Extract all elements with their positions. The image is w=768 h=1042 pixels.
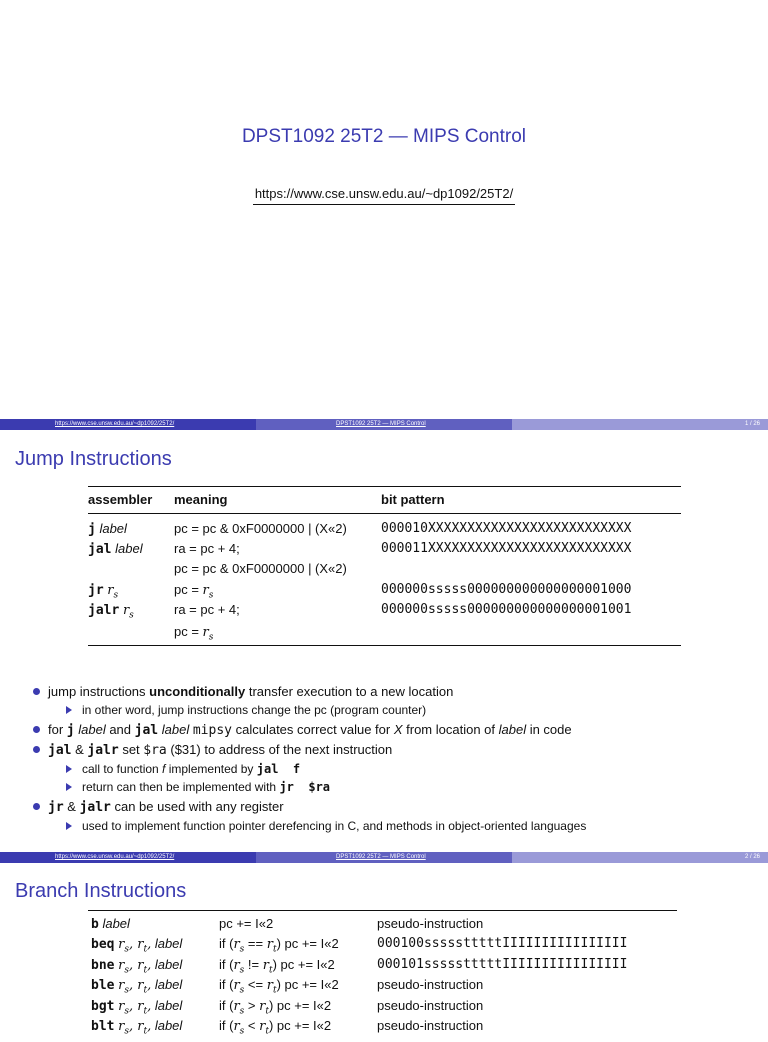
sub-bullet-item: used to implement function pointer derefencing in C, and methods in object-oriented languages <box>82 817 586 836</box>
meaning-cell: if $(r_s == r_t)$ pc += I«2 <box>219 936 339 955</box>
meaning-cell: pc = pc & 0xF0000000 | (X«2) <box>174 561 347 576</box>
bit-pattern-cell: 000000sssss000000000000000001000 <box>381 582 632 597</box>
sub-bullet-item: call to function f implemented by jal f <box>82 760 300 779</box>
table-row <box>88 539 143 560</box>
column-header-bit-pattern: bit pattern <box>381 492 445 507</box>
meaning-cell: pc = $r_s$ <box>174 624 214 643</box>
sub-bullet-item: in other word, jump instructions change the pc (program counter) <box>82 701 426 720</box>
meaning-cell: if $(r_s <= r_t)$ pc += I«2 <box>219 977 339 996</box>
meaning-cell: if $(r_s < r_t)$ pc += I«2 <box>219 1018 332 1037</box>
operand: $r_s$ <box>107 583 119 601</box>
meaning-cell: if ($r_s$ != $r_t$) pc += I«2 <box>219 957 335 976</box>
operand: $r_s$ <box>122 603 134 621</box>
meaning-cell: pc = pc & 0xF0000000 | (X«2) <box>174 521 347 536</box>
footer-title[interactable]: DPST1092 25T2 — MIPS Control <box>336 854 426 860</box>
footer-title[interactable]: DPST1092 25T2 — MIPS Control <box>336 421 426 427</box>
bullet-dot-icon <box>33 688 40 695</box>
table-row: bne $r_s$, $r_t$, label <box>91 957 183 976</box>
table-row: blt $r_s$, $r_t$, label <box>91 1018 183 1037</box>
bullet-dot-icon <box>33 746 40 753</box>
table-row: ble $r_s$, $r_t$, label <box>91 977 183 996</box>
meaning-cell: if $(r_s > r_t)$ pc += I«2 <box>219 998 332 1017</box>
opcode: jal <box>88 542 112 557</box>
bullet-dot-icon <box>33 803 40 810</box>
table-row <box>88 519 127 540</box>
triangle-bullet-icon <box>66 765 72 773</box>
bit-pattern-cell: 000100ssssstttttIIIIIIIIIIIIIIII <box>377 936 628 951</box>
table-top-rule <box>88 486 681 487</box>
bit-pattern-cell: 000011XXXXXXXXXXXXXXXXXXXXXXXXXX <box>381 541 632 556</box>
bit-pattern-cell: pseudo-instruction <box>377 916 484 931</box>
bullet-item: jump instructions unconditionally transfer execution to a new location <box>48 682 453 701</box>
bullet-item: for j label and jal label mipsy calculates correct value for X from location of label in code <box>48 720 572 740</box>
slide-heading: Branch Instructions <box>15 880 187 902</box>
slide-footer <box>0 419 768 430</box>
opcode: jalr <box>88 603 120 618</box>
meaning-cell: pc += I«2 <box>219 916 274 931</box>
opcode: jr <box>88 583 104 598</box>
bullet-item: jal & jalr set $ra ($31) to address of the next instruction <box>48 740 392 760</box>
table-bottom-rule <box>88 645 681 646</box>
bit-pattern-cell: pseudo-instruction <box>377 998 484 1013</box>
slide-title: DPST1092 25T2 — MIPS Control <box>241 126 527 147</box>
column-header-meaning: meaning <box>174 492 228 507</box>
table-row: beq $r_s$, $r_t$, label <box>91 936 183 955</box>
course-url-link[interactable] <box>0 186 768 205</box>
triangle-bullet-icon <box>66 783 72 791</box>
bit-pattern-cell: pseudo-instruction <box>377 1018 484 1033</box>
slide-heading: Jump Instructions <box>15 448 172 470</box>
column-header-assembler: assembler <box>88 492 153 507</box>
meaning-cell: ra = pc + 4; <box>174 602 240 617</box>
bullet-dot-icon <box>33 726 40 733</box>
footer-page-number: 1 / 26 <box>744 421 760 427</box>
footer-page-number: 2 / 26 <box>744 854 760 860</box>
bit-pattern-cell: 000101ssssstttttIIIIIIIIIIIIIIII <box>377 957 628 972</box>
footer-url[interactable]: https://www.cse.unsw.edu.au/~dp1092/25T2/ <box>55 854 175 860</box>
meaning-cell: ra = pc + 4; <box>174 541 240 556</box>
bit-pattern-cell: 000000sssss000000000000000001001 <box>381 602 632 617</box>
opcode: j <box>88 522 96 537</box>
operand: label <box>99 521 127 536</box>
meaning-cell: pc = $r_s$ <box>174 582 214 601</box>
table-row: b label <box>91 916 130 932</box>
bullet-item: jr & jalr can be used with any register <box>48 797 284 817</box>
course-url-text: https://www.cse.unsw.edu.au/~dp1092/25T2/ <box>253 186 515 205</box>
table-row: bgt $r_s$, $r_t$, label <box>91 998 183 1017</box>
triangle-bullet-icon <box>66 822 72 830</box>
sub-bullet-item: return can then be implemented with jr $ra <box>82 778 330 797</box>
bit-pattern-cell: 000010XXXXXXXXXXXXXXXXXXXXXXXXXX <box>381 521 632 536</box>
footer-url[interactable]: https://www.cse.unsw.edu.au/~dp1092/25T2/ <box>55 421 175 427</box>
table-top-rule <box>88 910 677 911</box>
table-row <box>88 600 134 626</box>
operand: label <box>115 541 143 556</box>
triangle-bullet-icon <box>66 706 72 714</box>
slide-footer <box>0 852 768 863</box>
bit-pattern-cell: pseudo-instruction <box>377 977 484 992</box>
table-header-rule <box>88 513 681 514</box>
